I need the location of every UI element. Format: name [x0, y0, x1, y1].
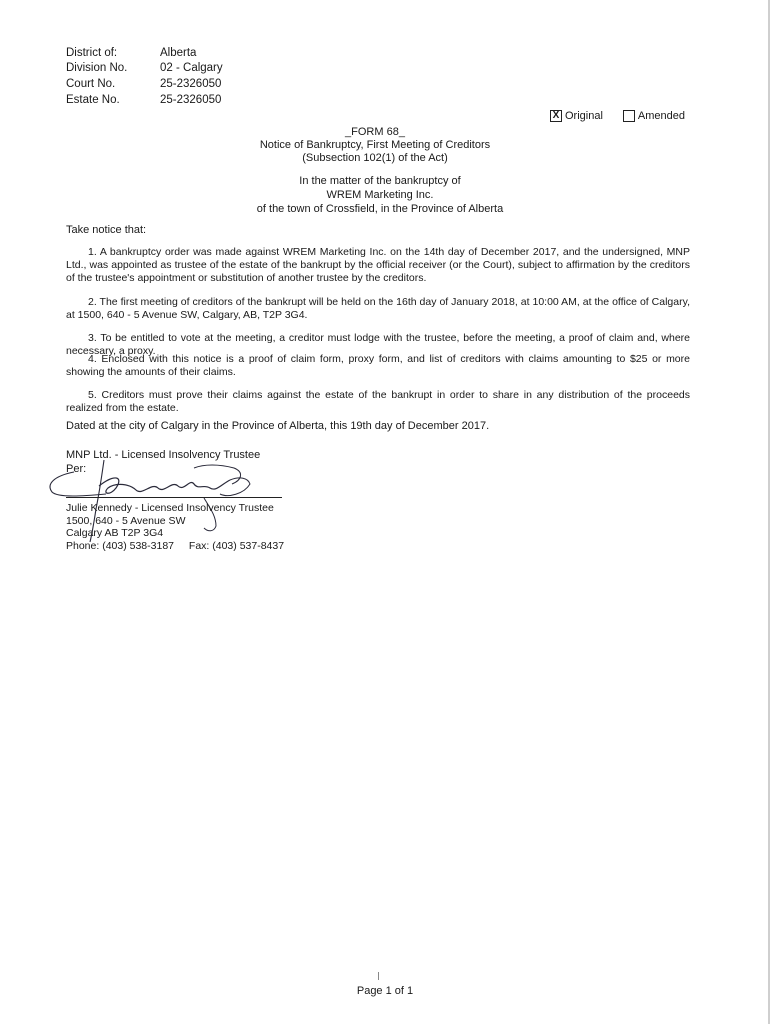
signature-firm: MNP Ltd. - Licensed Insolvency Trustee	[66, 449, 261, 461]
address-line-2: Calgary AB T2P 3G4	[66, 527, 164, 539]
header-value: Alberta	[160, 47, 197, 59]
header-label: Division No.	[66, 62, 128, 74]
signature-line	[66, 497, 282, 498]
fax-number: Fax: (403) 537-8437	[188, 539, 285, 552]
header-label: Court No.	[66, 78, 116, 90]
matter-block	[200, 174, 560, 216]
amended-checkbox[interactable]	[623, 110, 635, 122]
paragraph-2: 2. The first meeting of creditors of the bankrupt will be held on the 16th day of January 2018, at 10:00 AM, at the office of Calgary, at 1500, 640 - 5 Avenue SW, Calgary, AB, T2P 3G4.	[66, 296, 690, 321]
form-title: _FORM 68_	[345, 126, 405, 138]
paragraph-5: 5. Creditors must prove their claims against the estate of the bankrupt in order to share in any distribution of the proceeds realized from the estate.	[66, 389, 690, 414]
paragraph-1: 1. A bankruptcy order was made against WREM Marketing Inc. on the 14th day of December 2017, and the undersigned, MNP Ltd., was appointed as trustee of the estate of the bankrupt by the official receiver (or the Court), subject to affirmation by the creditors of the trustee's appointment or substitution of another trustee by the creditors.	[66, 246, 690, 284]
contact-numbers	[66, 540, 284, 553]
form-status-checkboxes	[550, 110, 685, 122]
original-checkbox[interactable]: X	[550, 110, 562, 122]
form-subsection: (Subsection 102(1) of the Act)	[302, 152, 448, 164]
form-subtitle: Notice of Bankruptcy, First Meeting of Creditors	[259, 139, 491, 151]
phone-number: Phone: (403) 538-3187	[66, 539, 174, 552]
matter-line: In the matter of the bankruptcy of	[299, 175, 461, 187]
form-title-block	[240, 126, 510, 165]
address-line-1: 1500, 640 - 5 Avenue SW	[66, 514, 186, 527]
dated-line: Dated at the city of Calgary in the Province of Alberta, this 19th day of December 2017.	[66, 420, 490, 432]
header-row-court	[66, 77, 221, 91]
matter-debtor: WREM Marketing Inc.	[326, 189, 434, 201]
trustee-contact-block	[66, 502, 284, 552]
signature-per: Per:	[66, 463, 87, 475]
trustee-name: Julie Kennedy - Licensed Insolvency Trustee	[66, 502, 274, 514]
header-row-district	[66, 46, 196, 60]
matter-location: of the town of Crossfield, in the Province of Alberta	[256, 203, 504, 215]
header-row-division	[66, 61, 223, 75]
footer-mark	[378, 972, 379, 980]
header-label: Estate No.	[66, 94, 120, 106]
header-value: 25-2326050	[160, 78, 222, 90]
paragraph-4: 4. Enclosed with this notice is a proof of claim form, proxy form, and list of creditors with claims amounting to $25 or more showing the amounts of their claims.	[66, 353, 690, 378]
page-number: Page 1 of 1	[356, 985, 414, 997]
header-value: 25-2326050	[160, 94, 222, 106]
header-row-estate	[66, 93, 221, 107]
amended-label: Amended	[637, 110, 685, 122]
original-label: Original	[565, 110, 603, 122]
paragraph-3: 3. To be entitled to vote at the meeting, a creditor must lodge with the trustee, before the meeting, a proof of claim and, where necessary, a proxy.	[66, 332, 690, 357]
header-value: 02 - Calgary	[160, 62, 223, 74]
take-notice: Take notice that:	[66, 224, 147, 236]
header-label: District of:	[66, 47, 118, 59]
